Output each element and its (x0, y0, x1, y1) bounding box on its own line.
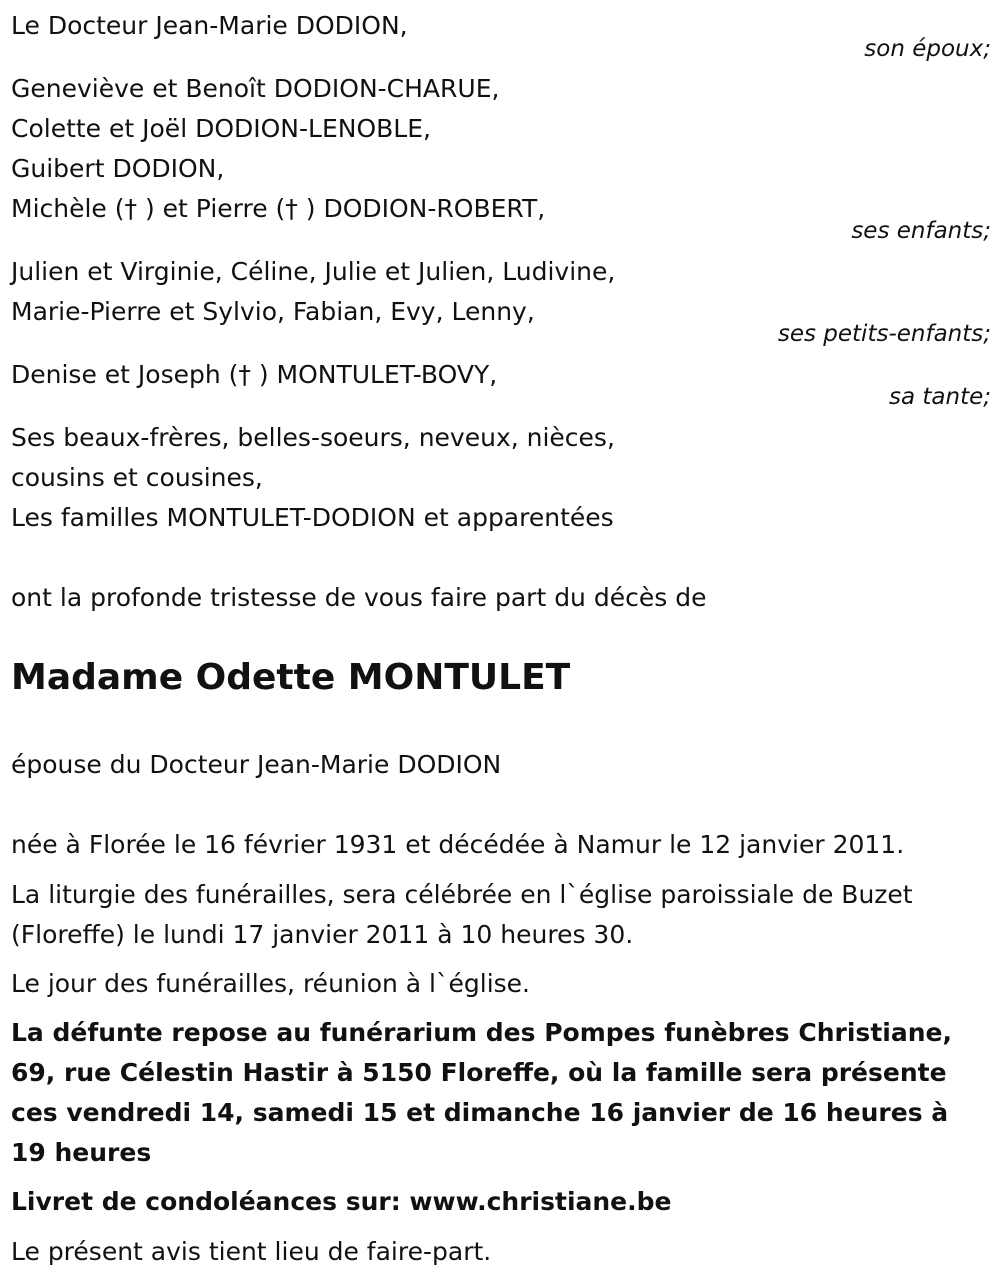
children-line: Guibert DODION, (11, 154, 225, 183)
grandchildren-role: ses petits-enfants; (777, 321, 991, 347)
grandchildren-line: Marie-Pierre et Sylvio, Fabian, Evy, Lenny, (11, 297, 535, 326)
grandchildren-line: Julien et Virginie, Céline, Julie et Julien, Ludivine, (11, 257, 616, 286)
intro-text: ont la profonde tristesse de vous faire part du décès de (11, 583, 707, 612)
spouse-line: épouse du Docteur Jean-Marie DODION (11, 750, 502, 779)
aunt-line: Denise et Joseph († ) MONTULET-BOVY, (11, 360, 498, 389)
liturgy-text: La liturgie des funérailles, sera célébrée en l`église paroissiale de Buzet (Floreffe) le lundi 17 janvier 2011 à 10 heures 30. (11, 880, 913, 949)
husband-line: Le Docteur Jean-Marie DODION, (11, 11, 408, 40)
husband-role: son époux; (864, 36, 991, 62)
family-line: Les familles MONTULET-DODION et apparentées (11, 503, 614, 532)
birth-death-text: née à Florée le 16 février 1931 et décédée à Namur le 12 janvier 2011. (11, 830, 905, 859)
condolences-text: Livret de condoléances sur: www.christiane.be (11, 1187, 672, 1216)
children-line: Michèle († ) et Pierre († ) DODION-ROBERT, (11, 194, 546, 223)
family-line: Ses beaux-frères, belles-soeurs, neveux, nièces, (11, 423, 615, 452)
children-line: Colette et Joël DODION-LENOBLE, (11, 114, 431, 143)
deceased-name: Madame Odette MONTULET (11, 657, 571, 698)
repose-text: La défunte repose au funérarium des Pompes funèbres Christiane, 69, rue Célestin Hastir à 5150 Floreffe, où la famille sera présente ces vendredi 14, samedi 15 et dimanche 16 janvier de 16 heures à 19 heures (11, 1018, 952, 1167)
family-line: cousins et cousines, (11, 463, 263, 492)
closing-text: Le présent avis tient lieu de faire-part. (11, 1237, 492, 1266)
aunt-role: sa tante; (889, 384, 991, 410)
children-line: Geneviève et Benoît DODION-CHARUE, (11, 74, 500, 103)
reunion-text: Le jour des funérailles, réunion à l`église. (11, 969, 530, 998)
children-role: ses enfants; (851, 218, 991, 244)
